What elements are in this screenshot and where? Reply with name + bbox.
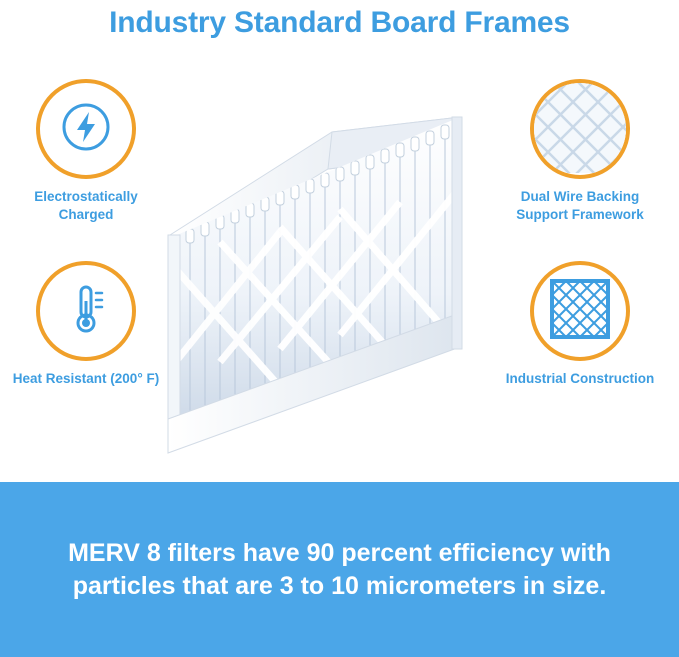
pleated-air-filter-image [160,57,520,457]
feature-caption: Industrial Construction [505,371,655,386]
page-title: Industry Standard Board Frames [109,6,570,39]
feature-icon-ring [36,261,136,361]
lightning-bolt-icon [58,99,114,160]
main-content [0,39,679,469]
feature-heat-resistant [6,261,166,388]
grid-frame-icon [549,278,611,345]
feature-electrostatically-charged [6,79,166,224]
feature-icon-ring [530,79,630,179]
wire-mesh-icon [534,81,626,178]
feature-icon-ring [530,261,630,361]
feature-caption: Dual Wire Backing Support Framework [516,189,644,223]
thermometer-icon [58,279,114,344]
feature-caption: Electrostatically Charged [34,189,138,223]
merv-info-banner [0,482,679,657]
feature-industrial-construction [500,261,660,388]
feature-caption: Heat Resistant (200° F) [12,371,160,386]
banner-text: MERV 8 filters have 90 percent efficiency with particles that are 3 to 10 micrometers in size. [68,538,611,600]
feature-dual-wire-backing [500,79,660,224]
feature-icon-ring [36,79,136,179]
